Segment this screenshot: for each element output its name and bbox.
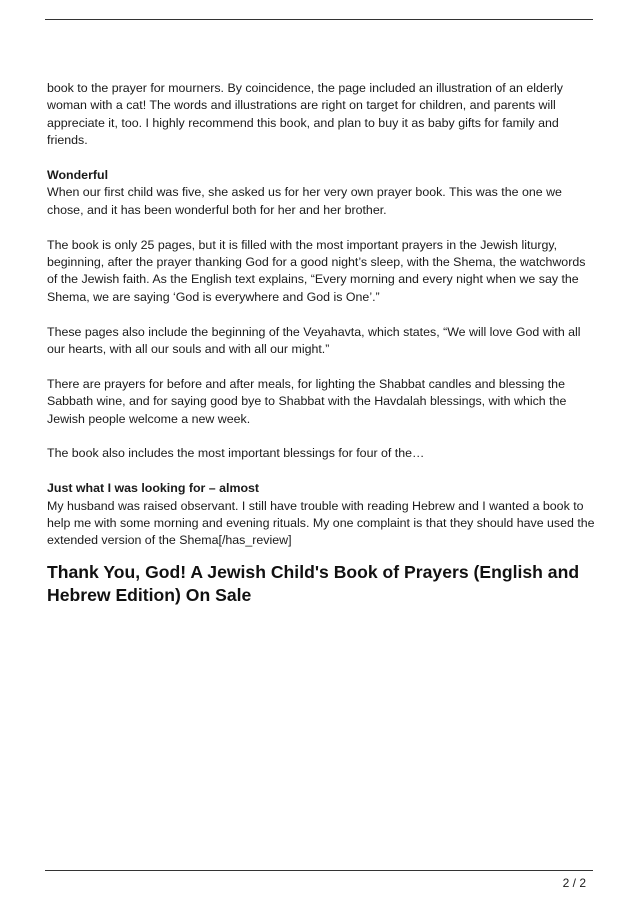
review-content — [47, 80, 595, 567]
review-text: book to the prayer for mourners. By coincidence, the page included an illustration of an elderly woman with a cat! The words and illustrations are right on target for children, and parents will appreciate it, too. I highly recommend this book, and plan to buy it as baby gifts for family and friends. — [47, 81, 563, 148]
review-text: There are prayers for before and after meals, for lighting the Shabbat candles and blessing the Sabbath wine, and for saying good bye to Shabbat with the Havdalah blessings, with which the Jewish people welcome a new week. — [47, 376, 567, 426]
header-rule — [45, 19, 593, 20]
page-number: 2 / 2 — [562, 876, 586, 890]
footer-rule — [45, 870, 593, 871]
review-paragraph-7 — [47, 480, 595, 550]
review-text: When our first child was five, she asked us for her very own prayer book. This was the one we chose, and it has been wonderful both for her and her brother. — [47, 185, 562, 217]
review-paragraph-6 — [47, 445, 595, 462]
review-title: Wonderful — [47, 168, 109, 183]
product-heading: Thank You, God! A Jewish Child's Book of Prayers (English and Hebrew Edition) On Sale — [47, 562, 580, 605]
review-text: These pages also include the beginning of the Veyahavta, which states, “We will love God with all our hearts, with all our souls and with all our might.” — [47, 324, 581, 357]
review-text: The book is only 25 pages, but it is filled with the most important prayers in the Jewish liturgy, beginning, after the prayer thanking God for a good night’s sleep, with the Shema, the watchwords of the Jewish faith. As the English text explains, “Every morning and every night when we say the Shema, we are saying ‘God is everywhere and God is One’.” — [47, 237, 586, 304]
review-paragraph-1 — [47, 80, 595, 150]
review-paragraph-4 — [47, 324, 595, 359]
review-paragraph-2 — [47, 167, 595, 219]
review-paragraph-5 — [47, 376, 595, 428]
review-text: The book also includes the most important blessings for four of the… — [47, 446, 425, 461]
review-text: My husband was raised observant. I still have trouble with reading Hebrew and I wanted a book to help me with some morning and evening rituals. My one complaint is that they should have used the extended version of the Shema[/has_review] — [47, 498, 595, 548]
review-paragraph-3 — [47, 237, 595, 307]
review-title: Just what I was looking for – almost — [47, 481, 260, 496]
